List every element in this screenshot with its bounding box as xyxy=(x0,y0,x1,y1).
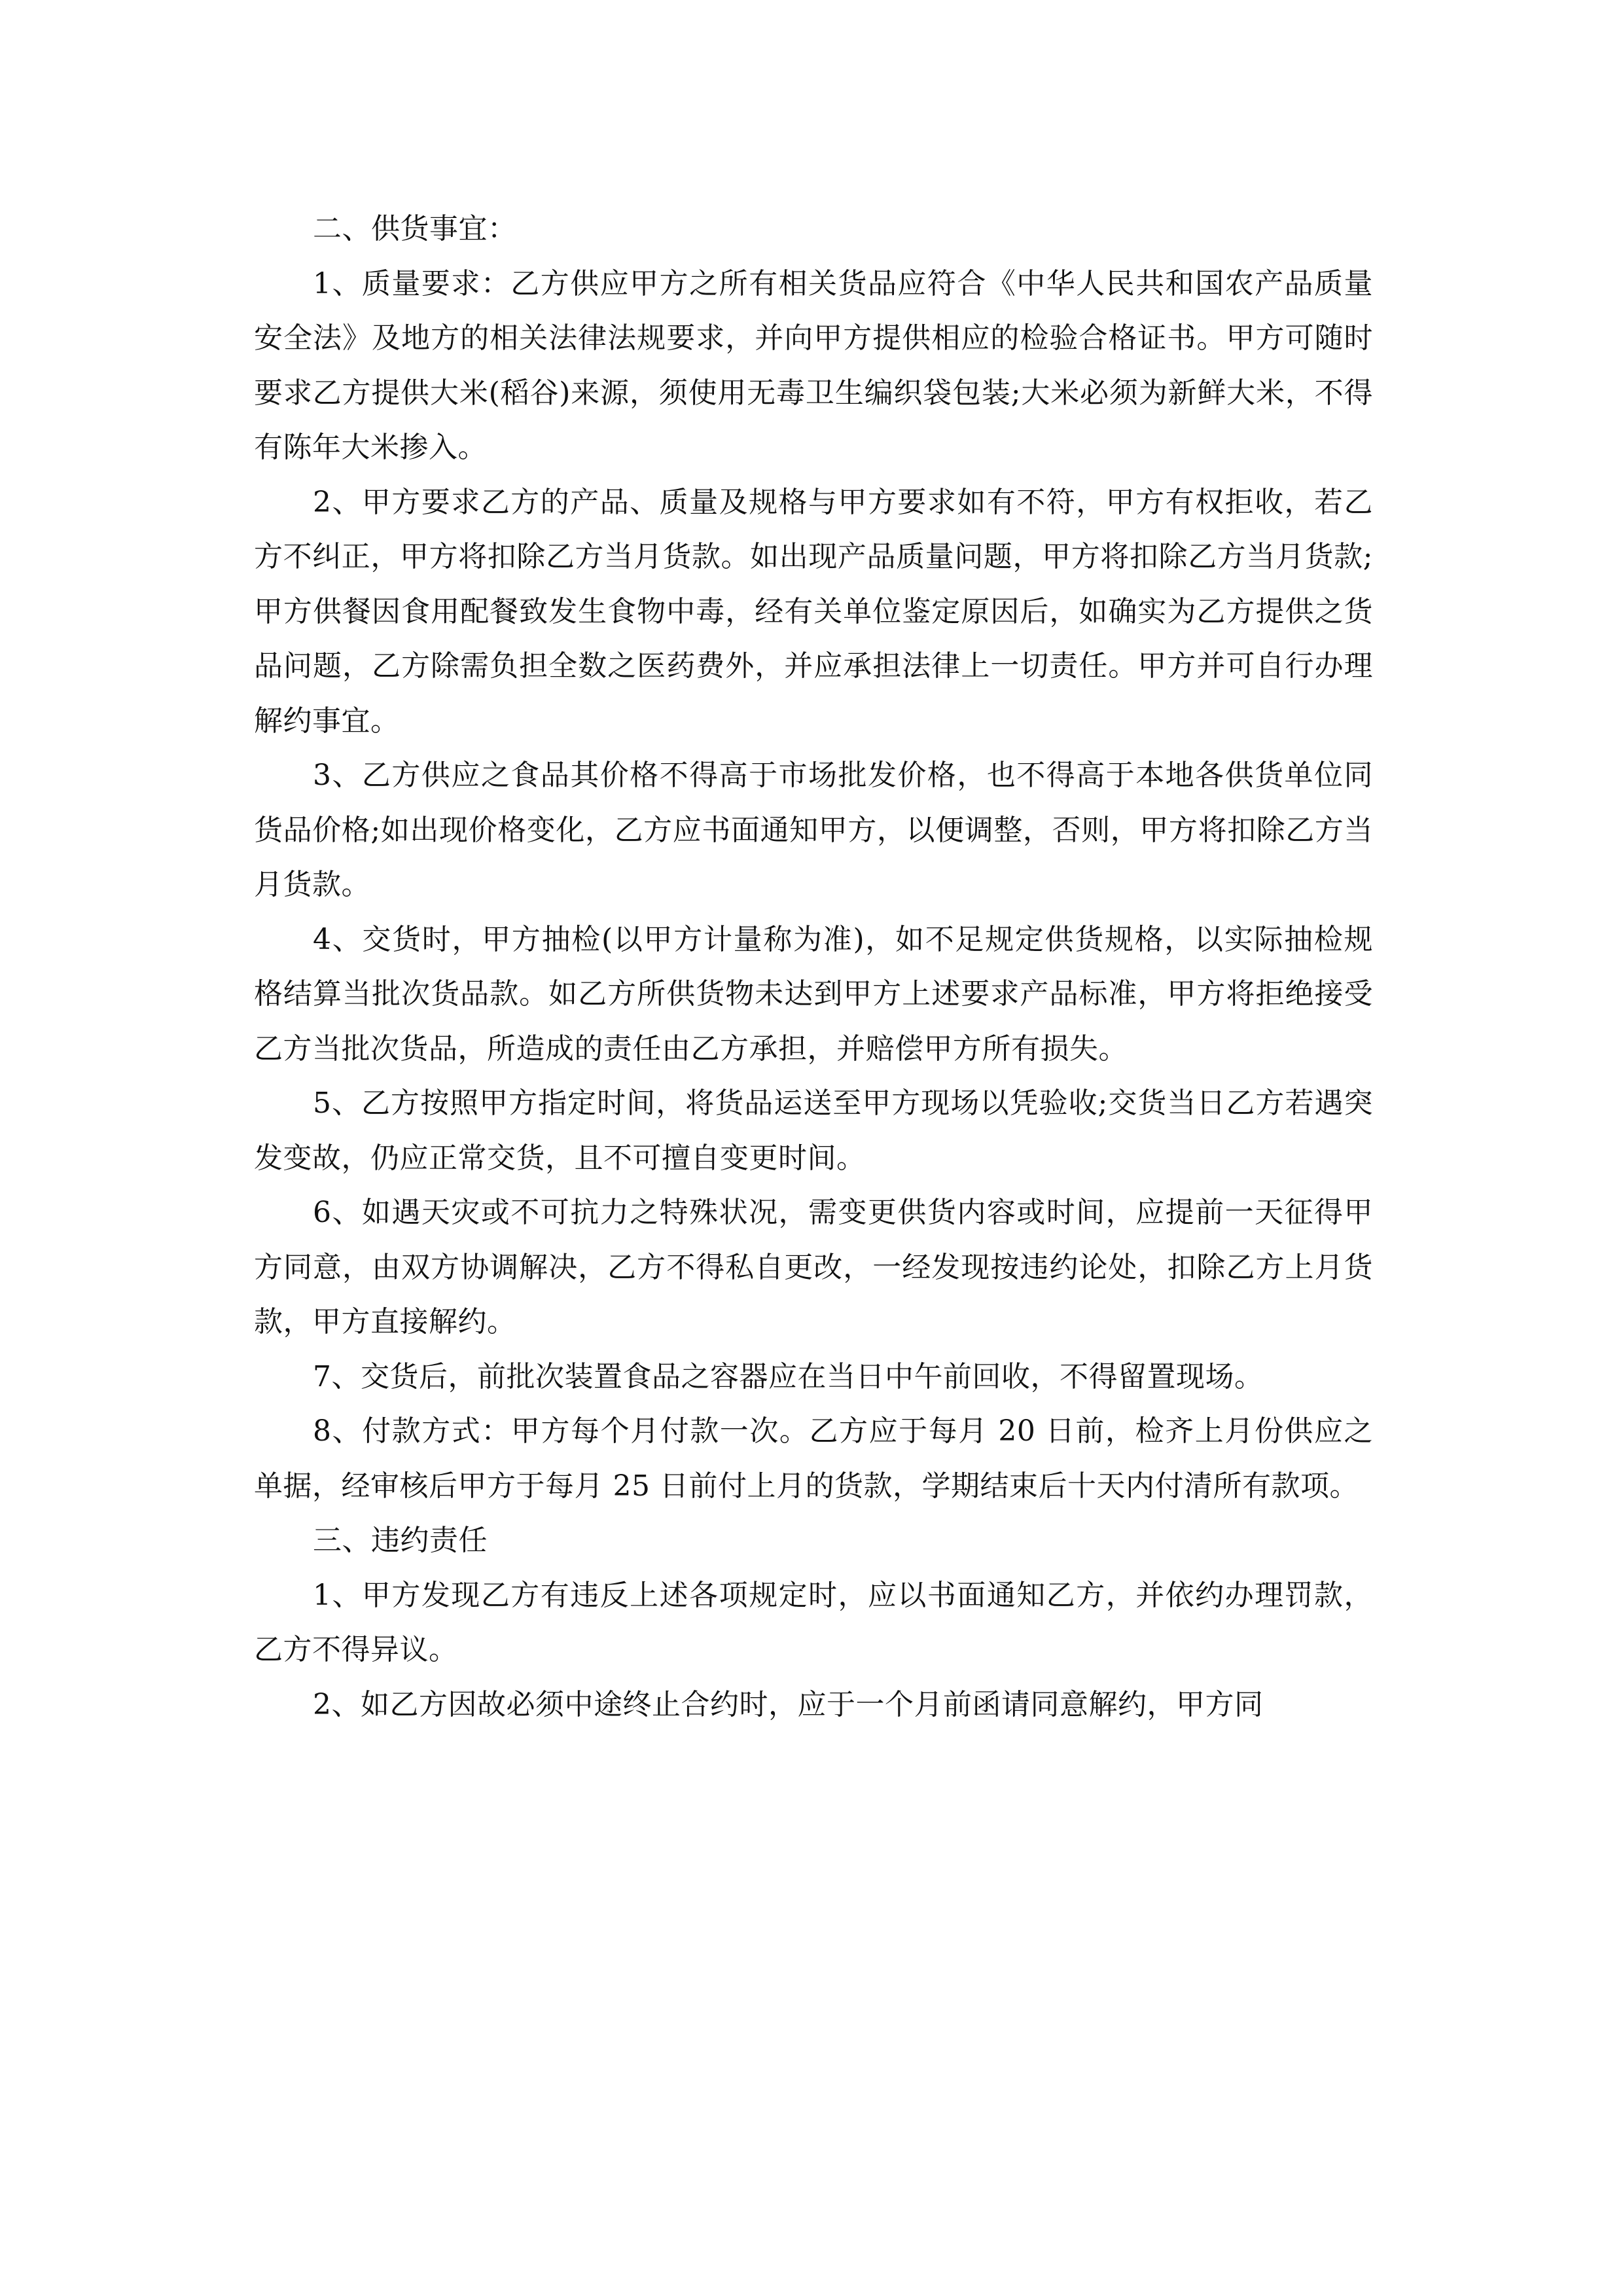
clause-quality-requirements: 1、质量要求：乙方供应甲方之所有相关货品应符合《中华人民共和国农产品质量安全法》及地方的相关法律法规要求，并向甲方提供相应的检验合格证书。甲方可随时要求乙方提供大米(稻谷)来源，须使用无毒卫生编织袋包装;大米必须为新鲜大米，不得有陈年大米掺入。 xyxy=(254,266,1373,464)
clause-delivery-time: 5、乙方按照甲方指定时间，将货品运送至甲方现场以凭验收;交货当日乙方若遇突发变故，仍应正常交货，且不可擅自变更时间。 xyxy=(254,1086,1373,1175)
clause-delivery-inspection: 4、交货时，甲方抽检(以甲方计量称为准)，如不足规定供货规格，以实际抽检规格结算当批次货品款。如乙方所供货物未达到甲方上述要求产品标准，甲方将拒绝接受乙方当批次货品，所造成的责任由乙方承担，并赔偿甲方所有损失。 xyxy=(254,922,1373,1066)
clause-violation-penalty: 1、甲方发现乙方有违反上述各项规定时，应以书面通知乙方，并依约办理罚款，乙方不得异议。 xyxy=(254,1578,1373,1666)
document-body xyxy=(254,202,1373,1732)
clause-pricing: 3、乙方供应之食品其价格不得高于市场批发价格，也不得高于本地各供货单位同货品价格;如出现价格变化，乙方应书面通知甲方，以便调整，否则，甲方将扣除乙方当月货款。 xyxy=(254,759,1373,901)
clause-payment-method: 8、付款方式：甲方每个月付款一次。乙方应于每月 20 日前，检齐上月份供应之单据，经审核后甲方于每月 25 日前付上月的货款，学期结束后十天内付清所有款项。 xyxy=(254,1414,1373,1503)
clause-force-majeure: 6、如遇天灾或不可抗力之特殊状况，需变更供货内容或时间，应提前一天征得甲方同意，由双方协调解决，乙方不得私自更改，一经发现按违约论处，扣除乙方上月货款，甲方直接解约。 xyxy=(254,1196,1373,1338)
clause-product-nonconformity: 2、甲方要求乙方的产品、质量及规格与甲方要求如有不符，甲方有权拒收，若乙方不纠正，甲方将扣除乙方当月货款。如出现产品质量问题，甲方将扣除乙方当月货款;甲方供餐因食用配餐致发生食物中毒，经有关单位鉴定原因后，如确实为乙方提供之货品问题，乙方除需负担全数之医药费外，并应承担法律上一切责任。甲方并可自行办理解约事宜。 xyxy=(254,485,1373,738)
clause-early-termination: 2、如乙方因故必须中途终止合约时，应于一个月前函请同意解约，甲方同 xyxy=(313,1687,1264,1721)
section-heading-liability: 三、违约责任 xyxy=(313,1524,488,1557)
section-heading-supply: 二、供货事宜： xyxy=(313,212,517,245)
clause-container-return: 7、交货后，前批次装置食品之容器应在当日中午前回收，不得留置现场。 xyxy=(313,1359,1264,1393)
